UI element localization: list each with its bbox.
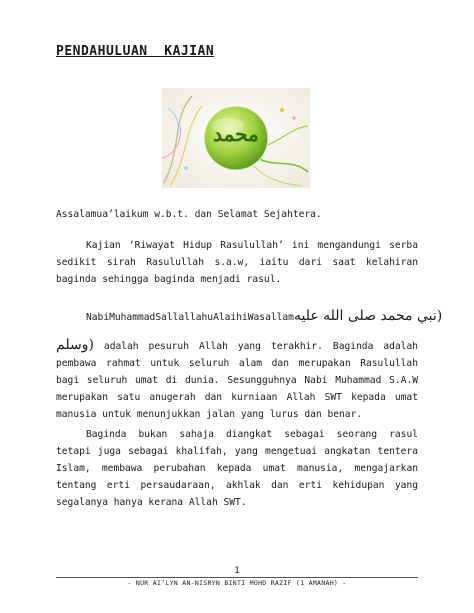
word: Nabi: [86, 312, 110, 323]
page-number: 1: [234, 566, 240, 576]
word: Alaihi: [213, 312, 248, 323]
paragraph-3: Baginda bukan sahaja diangkat sebagai seorang rasul tetapi juga sebagai khalifah, yang mengetuai angkatan tentera Islam, membawa perubahan kepada umat manusia, mengajarkan tentang erti persaudaraan, akhlak dan erti kehidupan yang segalanya hanya kerana Allah SWT.: [56, 429, 418, 508]
paragraph-1: Kajian ‘Riwayat Hidup Rasulullah’ ini mengandungi serba sedikit sirah Rasulullah s.a.w, iaitu dari saat kelahiran baginda sehingga baginda menjadi rasul.: [56, 240, 418, 285]
paragraph-2-first-line: [56, 308, 443, 326]
arabic-salutation-open: (نبي محمد صلى الله عليه: [293, 308, 443, 324]
paragraph-2-body: [56, 337, 418, 423]
word: Wasallam: [247, 312, 294, 323]
page-title: PENDAHULUAN KAJIAN: [56, 44, 215, 59]
footer-author: - NUR AI’LYN AN-NISRYN BINTI MOHD RAZIF (1 AMANAH) -: [127, 579, 347, 587]
greeting: Assalamua’laikum w.b.t. dan Selamat Sejahtera.: [56, 209, 322, 220]
word: Sallallahu: [155, 312, 214, 323]
arabic-salutation-close: وسلم): [56, 337, 94, 353]
footer-divider: [56, 577, 418, 578]
calligraphy-text: محمد: [213, 122, 259, 146]
muhammad-calligraphy-image: [162, 88, 310, 188]
paragraph-2-text: adalah pesuruh Allah yang terakhir. Baginda adalah pembawa rahmat untuk seluruh alam dan merupakan Rasulullah bagi seluruh umat di dunia. Sesungguhnya Nabi Muhammad S.A.W merupakan satu anugerah dan kurniaan Allah SWT kepada umat manusia untuk menunjukkan jalan yang lurus dan benar.: [56, 341, 418, 420]
word: Muhammad: [109, 312, 156, 323]
